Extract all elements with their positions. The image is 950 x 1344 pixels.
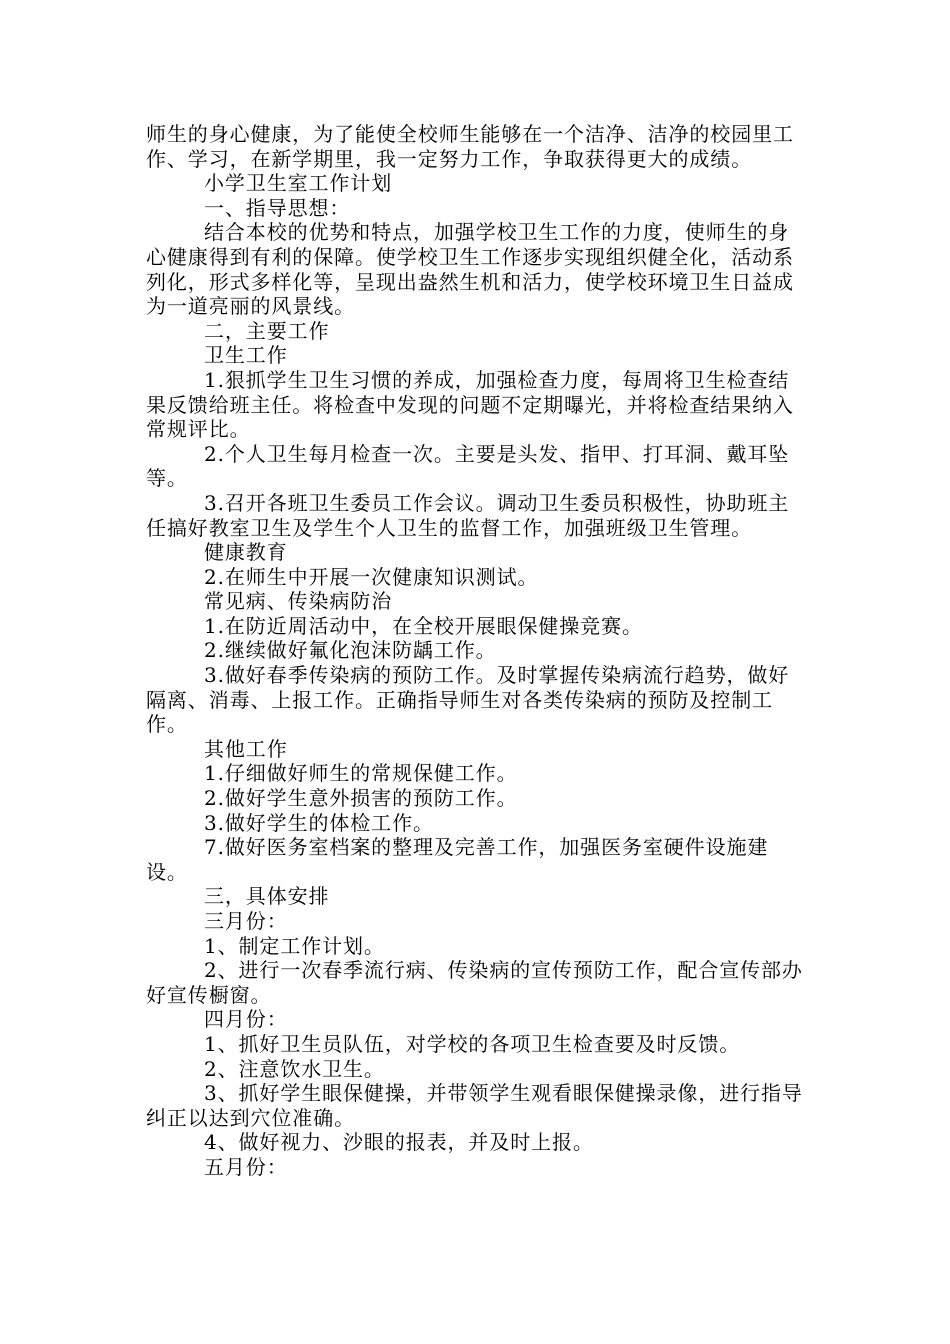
subsection-heading: 健康教育 <box>204 540 288 565</box>
list-item: 2.继续做好氟化泡沫防龋工作。 <box>204 638 497 663</box>
section-heading: 三，具体安排 <box>204 884 330 909</box>
list-item: 2、注意饮水卫生。 <box>204 1056 385 1081</box>
month-heading: 五月份： <box>204 1154 288 1179</box>
list-item: 3.做好学生的体检工作。 <box>204 810 434 835</box>
subsection-heading: 常见病、传染病防治 <box>204 589 393 614</box>
list-item: 3、抓好学生眼保健操，并带领学生观看眼保健操录像，进行指导纠正以达到穴位准确。 <box>146 1081 803 1130</box>
document-title: 小学卫生室工作计划 <box>204 171 393 196</box>
list-item: 4、做好视力、沙眼的报表，并及时上报。 <box>204 1130 594 1155</box>
list-item: 1.在防近周活动中，在全校开展眼保健操竞赛。 <box>204 613 643 638</box>
list-item: 3.做好春季传染病的预防工作。及时掌握传染病流行趋势，做好隔离、消毒、上报工作。正确指导师生对各类传染病的预防及控制工作。 <box>146 663 790 737</box>
list-item: 1、抓好卫生员队伍，对学校的各项卫生检查要及时反馈。 <box>204 1031 741 1056</box>
month-heading: 三月份： <box>204 909 288 933</box>
list-item: 2、进行一次春季流行病、传染病的宣传预防工作，配合宣传部办好宣传橱窗。 <box>146 958 803 1007</box>
list-item: 2.在师生中开展一次健康知识测试。 <box>204 564 539 589</box>
subsection-heading: 卫生工作 <box>204 343 288 368</box>
list-item: 7.做好医务室档案的整理及完善工作，加强医务室硬件设施建设。 <box>146 835 769 884</box>
list-item: 1.仔细做好师生的常规保健工作。 <box>204 761 518 786</box>
list-item: 1、制定工作计划。 <box>204 933 385 958</box>
list-item: 1.狠抓学生卫生习惯的养成，加强检查力度，每周将卫生检查结果反馈给班主任。将检查中发现的问题不定期曝光，并将检查结果纳入常规评比。 <box>146 367 794 442</box>
subsection-heading: 其他工作 <box>204 736 288 761</box>
document-body <box>146 122 810 1180</box>
paragraph: 结合本校的优势和特点，加强学校卫生工作的力度，使师生的身心健康得到有利的保障。使学校卫生工作逐步实现组织健全化，活动系列化，形式多样化等，呈现出盎然生机和活力，使学校环境卫生日益成为一道亮丽的风景线。 <box>146 220 794 319</box>
section-heading: 二，主要工作 <box>204 318 330 343</box>
section-heading: 一、指导思想： <box>204 195 351 220</box>
month-heading: 四月份： <box>204 1007 288 1032</box>
paragraph-continuation: 师生的身心健康，为了能使全校师生能够在一个洁净、洁净的校园里工作、学习，在新学期里，我一定努力工作，争取获得更大的成绩。 <box>146 122 794 171</box>
list-item: 2.个人卫生每月检查一次。主要是头发、指甲、打耳洞、戴耳坠等。 <box>146 441 790 491</box>
list-item: 3.召开各班卫生委员工作会议。调动卫生委员积极性，协助班主任搞好教室卫生及学生个人卫生的监督工作，加强班级卫生管理。 <box>146 490 790 540</box>
list-item: 2.做好学生意外损害的预防工作。 <box>204 786 518 811</box>
